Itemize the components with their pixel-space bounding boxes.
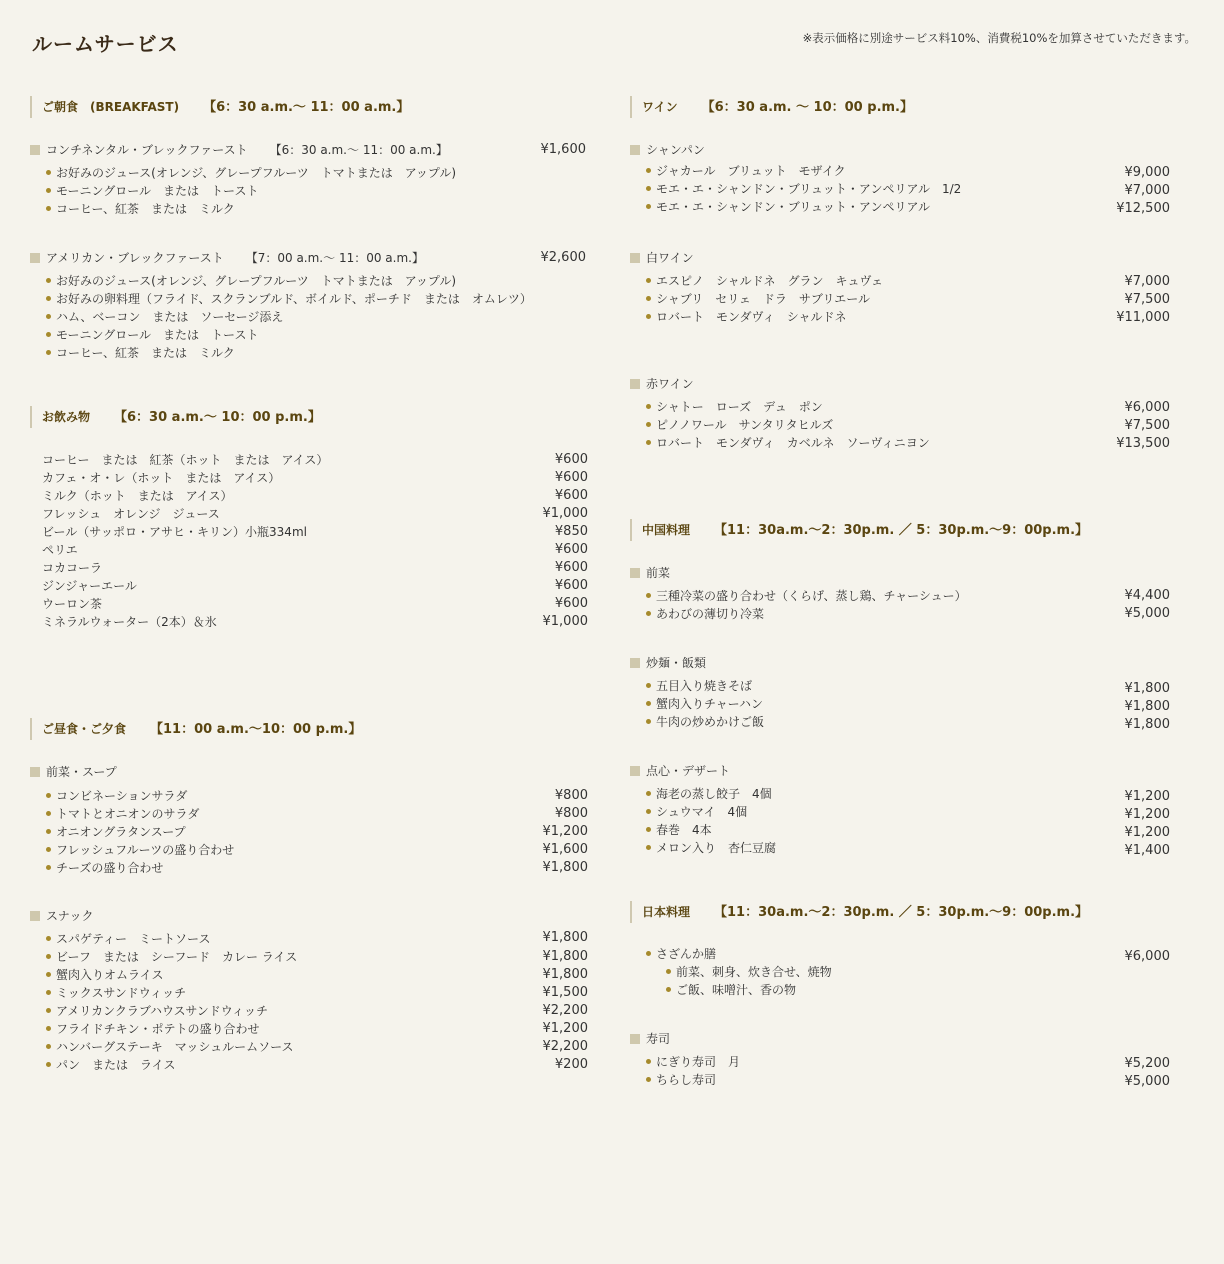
menu-item-name: ミックスサンドウィッチ	[56, 986, 187, 1000]
menu-item-name: 前菜、刺身、炊き合せ、焼物	[676, 965, 832, 979]
menu-price: ¥1,200	[1124, 807, 1170, 822]
menu-item-name: チーズの盛り合わせ	[56, 861, 164, 875]
menu-item	[646, 162, 846, 180]
square-bullet-icon	[630, 253, 640, 263]
section-header-drinks	[30, 406, 321, 428]
dot-bullet-icon	[46, 811, 51, 816]
dot-bullet-icon	[46, 206, 51, 211]
menu-price: ¥7,500	[1124, 292, 1170, 307]
square-bullet-icon	[630, 379, 640, 389]
dot-bullet-icon	[46, 865, 51, 870]
dot-bullet-icon	[46, 1026, 51, 1031]
menu-item-name: オニオングラタンスープ	[56, 825, 186, 839]
menu-item-name: メロン入り 杏仁豆腐	[656, 841, 777, 855]
dot-bullet-icon	[46, 829, 51, 834]
dot-bullet-icon	[646, 1059, 651, 1064]
subsection-title: シャンパン	[646, 143, 705, 157]
menu-item	[646, 308, 846, 326]
menu-item-name: にぎり寿司 月	[656, 1055, 741, 1069]
dot-bullet-icon	[646, 314, 651, 319]
dot-bullet-icon	[646, 404, 651, 409]
menu-item-name: ご飯、味噌汁、香の物	[676, 983, 797, 997]
dot-bullet-icon	[46, 1062, 51, 1067]
menu-item	[646, 695, 763, 713]
menu-item	[646, 180, 961, 198]
dot-bullet-icon	[46, 972, 51, 977]
menu-item	[46, 1056, 176, 1074]
menu-item: ミネラルウォーター（2本）＆氷	[42, 615, 217, 629]
square-bullet-icon	[30, 911, 40, 921]
menu-item-name: お好みの卵料理（フライド、スクランブルド、ボイルド、ポーチド または オムレツ）	[56, 292, 532, 306]
dot-bullet-icon	[646, 827, 651, 832]
menu-item-name: 牛肉の炒めかけご飯	[656, 715, 765, 729]
subsection-noodles-rice	[630, 655, 706, 671]
menu-price: ¥1,200	[1124, 789, 1170, 804]
subsection-title: 白ワイン	[646, 251, 694, 265]
menu-item-name: スパゲティー ミートソース	[56, 932, 211, 946]
section-hours: 【11：30a.m.～2：30p.m. ／ 5：30p.m.～9：00p.m.】	[714, 905, 1089, 920]
section-title: ワイン	[642, 100, 678, 114]
menu-item	[646, 1071, 716, 1089]
menu-price: ¥600	[554, 560, 588, 575]
subsection-white-wine	[630, 250, 694, 266]
menu-item-name: パン または ライス	[56, 1058, 176, 1072]
section-header-chinese	[630, 519, 1088, 541]
dot-bullet-icon	[646, 951, 651, 956]
menu-item: ビール（サッポロ・アサヒ・キリン）小瓶334ml	[42, 525, 307, 539]
menu-price: ¥2,200	[542, 1003, 588, 1018]
menu-item-name: ピノノワール サンタリタヒルズ	[656, 418, 834, 432]
page-title: ルームサービス	[32, 32, 179, 56]
section-title: 中国料理	[642, 523, 691, 537]
price-notice: ※表示価格に別途サービス料10%、消費税10%を加算させていただきます。	[802, 31, 1196, 45]
section-header-breakfast	[30, 96, 409, 118]
dot-bullet-icon	[46, 1044, 51, 1049]
menu-price: ¥1,800	[542, 860, 588, 875]
dot-bullet-icon	[666, 987, 671, 992]
square-bullet-icon	[630, 658, 640, 668]
menu-item: コカコーラ	[42, 561, 103, 575]
menu-price: ¥1,000	[542, 506, 588, 521]
menu-item-name: コーヒー、紅茶 または ミルク	[56, 346, 235, 360]
menu-item	[46, 966, 164, 984]
menu-price: ¥5,200	[1124, 1056, 1170, 1071]
menu-item	[46, 930, 210, 948]
menu-price: ¥800	[554, 788, 588, 803]
dot-bullet-icon	[646, 611, 651, 616]
menu-price: ¥11,000	[1116, 310, 1170, 325]
menu-price: ¥1,600	[542, 842, 588, 857]
menu-item-name: ジャカール ブリュット モザイク	[656, 164, 846, 178]
menu-item	[646, 945, 716, 963]
menu-item: ジンジャーエール	[42, 579, 137, 593]
menu-price: ¥1,800	[1124, 681, 1170, 696]
dot-bullet-icon	[46, 1008, 51, 1013]
menu-item-name: モエ・エ・シャンドン・ブリュット・アンペリアル	[656, 200, 930, 214]
menu-item-name: ハム、ベーコン または ソーセージ添え	[56, 310, 284, 324]
menu-price: ¥1,200	[542, 824, 588, 839]
section-header-wine	[630, 96, 913, 118]
dot-bullet-icon	[646, 186, 651, 191]
menu-item-name: 五目入り焼きそば	[656, 679, 753, 693]
menu-price: ¥5,000	[1124, 1074, 1170, 1089]
dot-bullet-icon	[646, 719, 651, 724]
menu-price: ¥1,500	[542, 985, 588, 1000]
menu-item	[46, 984, 186, 1002]
menu-item	[46, 823, 186, 841]
menu-item	[46, 787, 187, 805]
menu-item-name: 春巻 4本	[656, 823, 712, 837]
menu-item	[46, 344, 235, 362]
section-header-japanese	[630, 901, 1088, 923]
menu-price: ¥600	[554, 542, 588, 557]
menu-price: ¥5,000	[1124, 606, 1170, 621]
subsection-title: アメリカン・ブレックファースト	[46, 251, 224, 265]
dot-bullet-icon	[46, 314, 51, 319]
menu-item-name: ロバート モンダヴィ カベルネ ソーヴィニヨン	[656, 436, 930, 450]
dot-bullet-icon	[46, 954, 51, 959]
subsection-appetizers-soup	[30, 764, 117, 780]
menu-price: ¥600	[554, 470, 588, 485]
menu-price: ¥1,800	[542, 930, 588, 945]
menu-item	[46, 805, 199, 823]
subsection-snacks	[30, 908, 94, 924]
menu-item-name: ビーフ または シーフード カレー ライス	[56, 950, 298, 964]
dot-bullet-icon	[46, 990, 51, 995]
menu-price: ¥12,500	[1116, 201, 1170, 216]
subsection-title: 炒麺・飯類	[646, 656, 707, 670]
menu-item-name: モーニングロール または トースト	[56, 328, 259, 342]
menu-item-name: トマトとオニオンのサラダ	[56, 807, 200, 821]
menu-item-name: フレッシュフルーツの盛り合わせ	[56, 843, 235, 857]
menu-item	[646, 434, 930, 452]
section-title: 日本料理	[642, 905, 691, 919]
menu-item	[646, 587, 967, 605]
subsection-hours: 【6：30 a.m.～ 11：00 a.m.】	[269, 143, 448, 157]
dot-bullet-icon	[646, 791, 651, 796]
menu-item	[46, 308, 283, 326]
section-hours: 【11：00 a.m.～10：00 p.m.】	[150, 722, 362, 737]
section-hours: 【6：30 a.m.～ 10：00 p.m.】	[114, 410, 321, 425]
subsection-american	[30, 250, 588, 266]
menu-price: ¥1,800	[1124, 699, 1170, 714]
menu-price: ¥6,000	[1124, 949, 1170, 964]
menu-item	[646, 803, 747, 821]
section-title: ご昼食・ご夕食	[42, 722, 127, 736]
subsection-continental	[30, 142, 588, 158]
menu-price: ¥6,000	[1124, 400, 1170, 415]
menu-price: ¥1,200	[542, 1021, 588, 1036]
menu-item-name: さざんか膳	[656, 947, 717, 961]
menu-price: ¥600	[554, 488, 588, 503]
subsection-sushi	[630, 1031, 670, 1047]
menu-item-name: お好みのジュース(オレンジ、グレープフルーツ トマトまたは アップル)	[56, 274, 457, 288]
menu-item	[646, 785, 772, 803]
dot-bullet-icon	[646, 845, 651, 850]
menu-item	[46, 326, 258, 344]
square-bullet-icon	[630, 1034, 640, 1044]
dot-bullet-icon	[646, 296, 651, 301]
section-title: お飲み物	[42, 410, 91, 424]
dot-bullet-icon	[46, 332, 51, 337]
menu-price: ¥1,400	[1124, 843, 1170, 858]
menu-item-name: 蟹肉入りチャーハン	[656, 697, 764, 711]
subsection-chinese-appetizers	[630, 565, 670, 581]
menu-item	[646, 290, 870, 308]
menu-item	[646, 398, 823, 416]
menu-item	[46, 1038, 293, 1056]
menu-item: カフェ・オ・レ（ホット または アイス）	[42, 471, 281, 485]
menu-item	[46, 1020, 260, 1038]
menu-price: ¥1,800	[542, 949, 588, 964]
dot-bullet-icon	[646, 1077, 651, 1082]
dot-bullet-icon	[46, 170, 51, 175]
menu-price: ¥7,000	[1124, 183, 1170, 198]
menu-item: ペリエ	[42, 543, 78, 557]
square-bullet-icon	[30, 767, 40, 777]
menu-item-name: シュウマイ 4個	[656, 805, 748, 819]
menu-item-name: モエ・エ・シャンドン・ブリュット・アンペリアル 1/2	[656, 182, 962, 196]
subsection-champagne	[630, 142, 705, 158]
menu-item	[46, 1002, 268, 1020]
square-bullet-icon	[630, 766, 640, 776]
menu-item-name: シャトー ローズ デュ ポン	[656, 400, 823, 414]
section-title: ご朝食 (BREAKFAST)	[42, 100, 180, 114]
menu-price: ¥1,000	[542, 614, 588, 629]
menu-price: ¥9,000	[1124, 165, 1170, 180]
section-header-lunch-dinner	[30, 718, 361, 740]
dot-bullet-icon	[46, 296, 51, 301]
dot-bullet-icon	[646, 809, 651, 814]
square-bullet-icon	[30, 253, 40, 263]
menu-item-name: 海老の蒸し餃子 4個	[656, 787, 772, 801]
dot-bullet-icon	[46, 188, 51, 193]
menu-sub-item	[666, 963, 832, 981]
menu-item	[646, 713, 764, 731]
menu-item-name: お好みのジュース(オレンジ、グレープフルーツ トマトまたは アップル)	[56, 166, 457, 180]
dot-bullet-icon	[646, 422, 651, 427]
menu-price: ¥1,800	[1124, 717, 1170, 732]
dot-bullet-icon	[646, 683, 651, 688]
menu-item-name: 蟹肉入りオムライス	[56, 968, 164, 982]
section-hours: 【11：30a.m.～2：30p.m. ／ 5：30p.m.～9：00p.m.】	[714, 523, 1089, 538]
menu-item-name: コーヒー、紅茶 または ミルク	[56, 202, 235, 216]
subsection-title: 前菜・スープ	[46, 765, 117, 779]
subsection-title: スナック	[46, 909, 94, 923]
dot-bullet-icon	[46, 847, 51, 852]
dot-bullet-icon	[46, 278, 51, 283]
menu-item: ミルク（ホット または アイス）	[42, 489, 233, 503]
dot-bullet-icon	[646, 440, 651, 445]
menu-item	[646, 416, 833, 434]
subsection-hours: 【7：00 a.m.～ 11：00 a.m.】	[245, 251, 424, 265]
menu-item	[646, 839, 776, 857]
subsection-title: 赤ワイン	[646, 377, 694, 391]
menu-item	[646, 272, 883, 290]
menu-price: ¥600	[554, 578, 588, 593]
menu-item	[646, 1053, 740, 1071]
dot-bullet-icon	[46, 793, 51, 798]
dot-bullet-icon	[646, 701, 651, 706]
menu-item-name: ロバート モンダヴィ シャルドネ	[656, 310, 847, 324]
menu-price: ¥7,500	[1124, 418, 1170, 433]
menu-price: ¥7,000	[1124, 274, 1170, 289]
menu-price: ¥1,200	[1124, 825, 1170, 840]
menu-item	[46, 200, 235, 218]
menu-item	[46, 948, 297, 966]
menu-price: ¥600	[554, 452, 588, 467]
menu-price: ¥800	[554, 806, 588, 821]
menu-price: ¥200	[554, 1057, 588, 1072]
dot-bullet-icon	[666, 969, 671, 974]
menu-item	[46, 182, 258, 200]
menu-sub-item	[666, 981, 796, 999]
menu-item	[46, 859, 163, 877]
menu-price: ¥600	[554, 596, 588, 611]
menu-item-name: 三種冷菜の盛り合わせ（くらげ、蒸し鶏、チャーシュー）	[656, 589, 967, 603]
square-bullet-icon	[30, 145, 40, 155]
subsection-title: 前菜	[646, 566, 671, 580]
menu-price: ¥13,500	[1116, 436, 1170, 451]
menu-price: ¥1,800	[542, 967, 588, 982]
subsection-title: コンチネンタル・ブレックファースト	[46, 143, 248, 157]
subsection-red-wine	[630, 376, 694, 392]
menu-item	[646, 198, 930, 216]
menu-item	[46, 272, 456, 290]
subsection-title: 寿司	[646, 1032, 671, 1046]
menu-item-name: ハンバーグステーキ マッシュルームソース	[56, 1040, 294, 1054]
menu-item-name: コンビネーションサラダ	[56, 789, 188, 803]
menu-item-name: シャブリ セリェ ドラ サブリエール	[656, 292, 870, 306]
menu-item: ウーロン茶	[42, 597, 103, 611]
menu-item	[46, 164, 456, 182]
dot-bullet-icon	[46, 936, 51, 941]
menu-item-name: フライドチキン・ポテトの盛り合わせ	[56, 1022, 260, 1036]
menu-item	[646, 821, 712, 839]
section-hours: 【6：30 a.m.～ 11：00 a.m.】	[203, 100, 410, 115]
menu-item: フレッシュ オレンジ ジュース	[42, 507, 220, 521]
menu-price: ¥4,400	[1124, 588, 1170, 603]
menu-item-name: あわびの薄切り冷菜	[656, 607, 765, 621]
menu-item: コーヒー または 紅茶（ホット または アイス）	[42, 453, 329, 467]
dot-bullet-icon	[646, 278, 651, 283]
dot-bullet-icon	[646, 204, 651, 209]
subsection-dimsum-dessert	[630, 763, 730, 779]
menu-item-name: モーニングロール または トースト	[56, 184, 259, 198]
menu-price: ¥1,600	[540, 142, 586, 157]
menu-price: ¥2,200	[542, 1039, 588, 1054]
menu-price: ¥850	[554, 524, 588, 539]
menu-item	[646, 677, 752, 695]
menu-item-name: エスピノ シャルドネ グラン キュヴェ	[656, 274, 884, 288]
square-bullet-icon	[630, 145, 640, 155]
menu-item	[646, 605, 764, 623]
section-hours: 【6：30 a.m. ～ 10：00 p.m.】	[701, 100, 913, 115]
dot-bullet-icon	[646, 168, 651, 173]
menu-price: ¥2,600	[540, 250, 586, 265]
square-bullet-icon	[630, 568, 640, 578]
dot-bullet-icon	[46, 350, 51, 355]
menu-item-name: ちらし寿司	[656, 1073, 717, 1087]
subsection-title: 点心・デザート	[646, 764, 731, 778]
menu-item	[46, 841, 234, 859]
menu-item-name: アメリカンクラブハウスサンドウィッチ	[56, 1004, 269, 1018]
dot-bullet-icon	[646, 593, 651, 598]
menu-item	[46, 290, 532, 308]
